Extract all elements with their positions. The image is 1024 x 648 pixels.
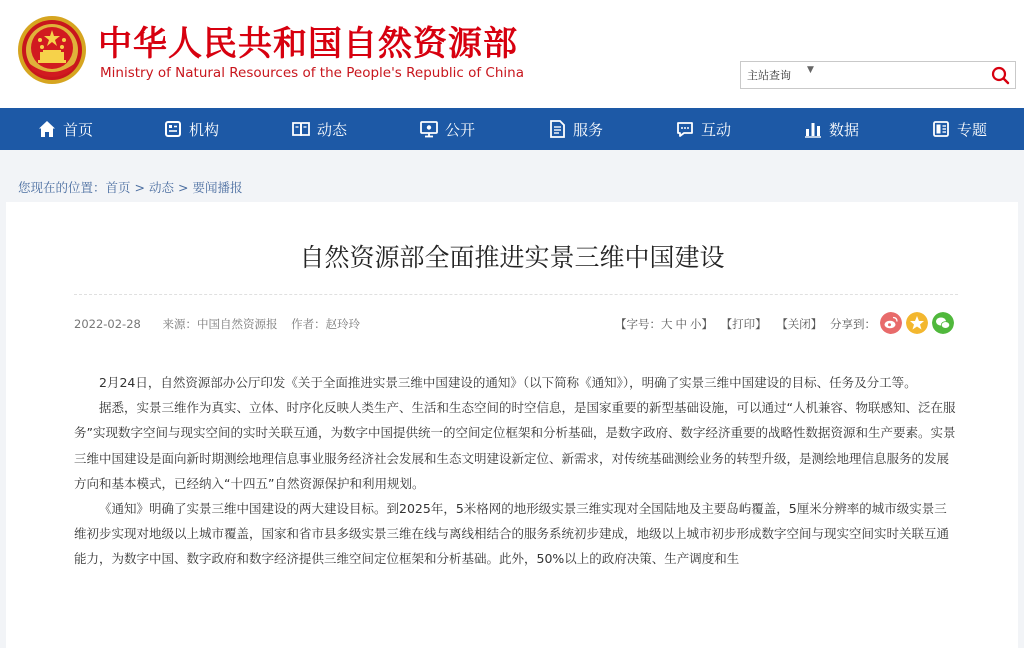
font-size-medium[interactable]: 中	[675, 317, 687, 331]
nav-item-home[interactable]	[38, 108, 93, 150]
nav-item-service[interactable]	[548, 108, 603, 150]
article-tools	[615, 316, 828, 332]
breadcrumb-item-headlines[interactable]: 要闻播报	[192, 180, 243, 195]
article-author: 作者：赵玲玲	[291, 317, 361, 331]
home-icon	[38, 120, 56, 138]
monitor-icon	[420, 120, 438, 138]
font-size-close-bracket: 】	[701, 317, 713, 331]
breadcrumb	[18, 178, 243, 196]
national-emblem-icon[interactable]	[16, 14, 88, 86]
close-button[interactable]: 【关闭】	[776, 317, 823, 331]
nav-item-topic[interactable]	[932, 108, 987, 150]
search-input[interactable]	[827, 65, 977, 85]
nav-item-org[interactable]	[164, 108, 219, 150]
font-size-small[interactable]: 小	[690, 317, 702, 331]
article-body	[74, 370, 958, 572]
nav-label: 动态	[317, 120, 348, 139]
print-button[interactable]: 【打印】	[720, 317, 767, 331]
divider	[74, 294, 958, 295]
article-paragraph: 2月24日，自然资源部办公厅印发《关于全面推进实景三维中国建设的通知》（以下简称《通知》），明确了实景三维中国建设的目标、任务及分工等。	[99, 375, 917, 390]
font-size-large[interactable]: 大	[661, 317, 673, 331]
nav-label: 互动	[701, 120, 732, 139]
article-date: 2022-02-28	[74, 317, 141, 331]
breadcrumb-item-home[interactable]: 首页	[105, 180, 131, 195]
font-size-control	[615, 317, 713, 331]
article-title: 自然资源部全面推进实景三维中国建设	[299, 243, 725, 272]
nav-item-news[interactable]	[292, 108, 347, 150]
site-header	[0, 0, 1024, 108]
article-paragraph: 据悉，实景三维作为真实、立体、时序化反映人类生产、生活和生态空间的时空信息，是国家重要的新型基础设施，可以通过“人机兼容、物联感知、泛在服务”实现数字空间与现实空间的实时关联互通，为数字中国提供统一的空间定位框架和分析基础，是数字政府、数字经济重要的战略性数据资源和生产要素。实景三维中国建设是面向新时期测绘地理信息事业服务经济社会发展和生态文明建设新定位、新需求，对传统基础测绘业务的转型升级，是测绘地理信息服务的发展方向和基本模式，已经纳入“十四五”自然资源保护和利用规划。	[74, 400, 956, 491]
font-size-label: 【字号：	[615, 317, 661, 331]
chevron-down-icon[interactable]: ▼	[807, 65, 814, 75]
search-icon[interactable]	[989, 65, 1011, 85]
search-scope-select[interactable]: 主站查询	[747, 69, 791, 82]
share-label: 分享到：	[830, 317, 876, 331]
search-box	[740, 61, 1016, 89]
document-icon	[548, 120, 566, 138]
site-title[interactable]: 中华人民共和国自然资源部	[98, 24, 518, 64]
nav-label: 数据	[829, 120, 860, 139]
nav-item-interact[interactable]	[676, 108, 731, 150]
nav-item-data[interactable]	[804, 108, 859, 150]
weibo-icon[interactable]	[880, 312, 902, 334]
site-subtitle: Ministry of Natural Resources of the People's Republic of China	[100, 65, 524, 81]
breadcrumb-separator: >	[134, 180, 146, 195]
nav-label: 专题	[957, 120, 988, 139]
nav-label: 首页	[63, 120, 94, 139]
bar-chart-icon	[804, 120, 822, 138]
article-meta	[74, 316, 378, 332]
nav-label: 公开	[445, 120, 476, 139]
nav-label: 机构	[189, 120, 220, 139]
breadcrumb-prefix: 您现在的位置：	[18, 180, 106, 195]
nav-label: 服务	[573, 120, 604, 139]
breadcrumb-item-news[interactable]: 动态	[149, 180, 175, 195]
topic-icon	[932, 120, 950, 138]
article-container	[6, 202, 1018, 648]
qzone-icon[interactable]	[906, 312, 928, 334]
wechat-icon[interactable]	[932, 312, 954, 334]
nav-item-public[interactable]	[420, 108, 475, 150]
article-source: 来源：中国自然资源报	[162, 317, 278, 331]
article-paragraph: 《通知》明确了实景三维中国建设的两大建设目标。到2025年，5米格网的地形级实景三维实现对全国陆地及主要岛屿覆盖，5厘米分辨率的城市级实景三维初步实现对地级以上城市覆盖，国家和省市县多级实景三维在线与离线相结合的服务系统初步建成，地级以上城市初步形成数字空间与现实空间实时关联互通能力，为数字中国、数字政府和数字经济提供三维空间定位框架和分析基础。此外，50%以上的政府决策、生产调度和生	[74, 501, 950, 567]
breadcrumb-separator: >	[178, 180, 189, 195]
chat-icon	[676, 120, 694, 138]
org-icon	[164, 120, 182, 138]
main-nav	[0, 108, 1024, 150]
book-icon	[292, 120, 310, 138]
